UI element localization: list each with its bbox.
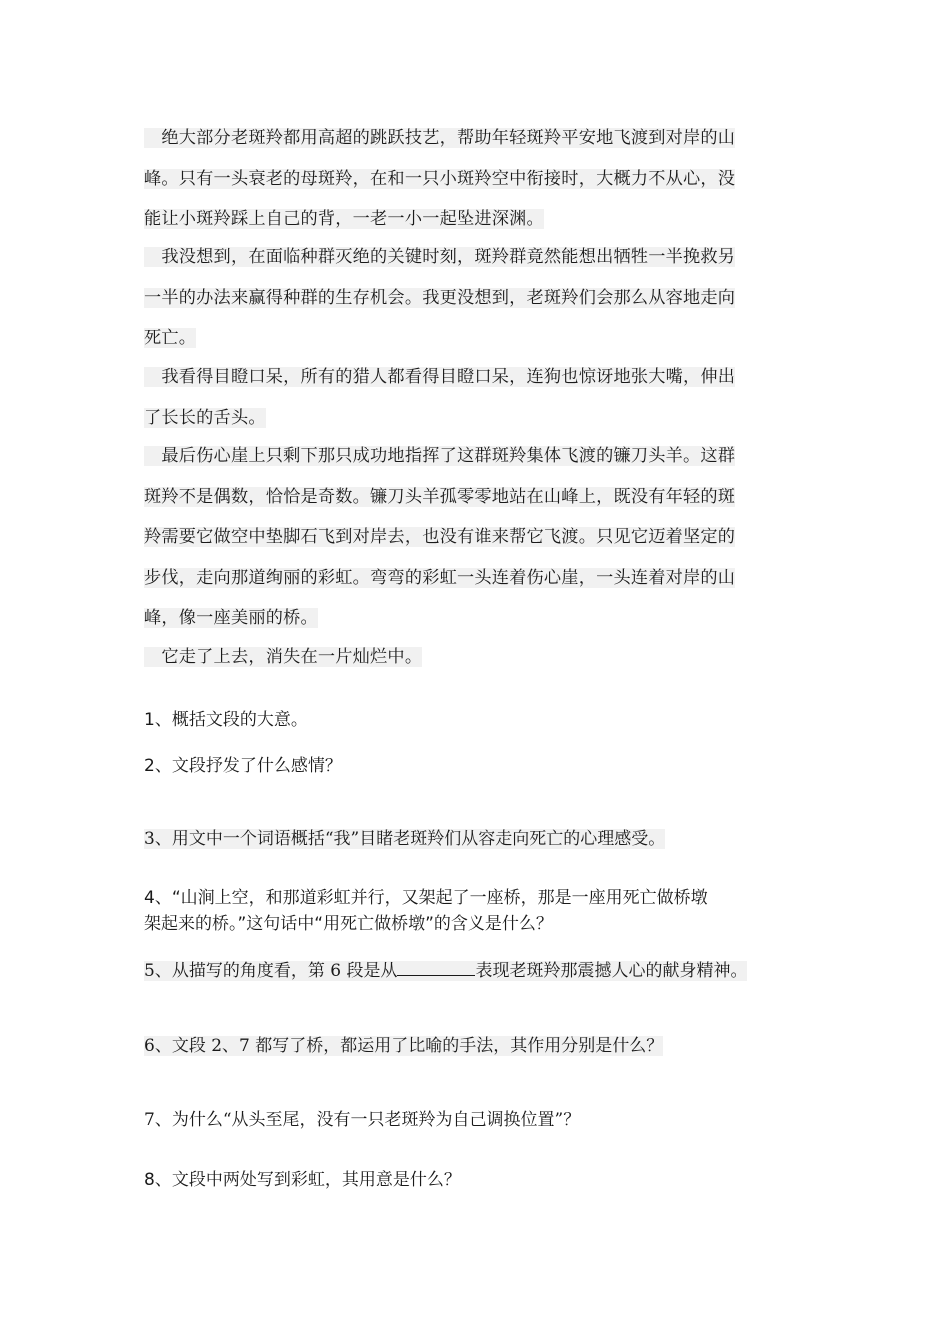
question-3 [144, 826, 814, 852]
passage-line: 我没想到，在面临种群灭绝的关键时刻，斑羚群竟然能想出牺牲一半挽救另 [144, 247, 736, 267]
answer-blank[interactable] [397, 959, 475, 976]
passage-line: 斑羚不是偶数，恰恰是奇数。镰刀头羊孤零零地站在山峰上，既没有年轻的斑 [144, 486, 736, 507]
passage-paragraph-4 [144, 436, 804, 639]
passage-line: 羚需要它做空中垫脚石飞到对岸去，也没有谁来帮它飞渡。只见它迈着坚定的 [144, 527, 736, 547]
question-4 [144, 885, 814, 937]
passage-line: 绝大部分老斑羚都用高超的跳跃技艺，帮助年轻斑羚平安地飞渡到对岸的山 [144, 128, 736, 148]
question-4-line-1: 4、“山涧上空，和那道彩虹并行，又架起了一座桥，那是一座用死亡做桥墩 [144, 888, 708, 908]
question-2: 2、文段抒发了什么感情？ [144, 756, 342, 776]
passage-line: 它走了上去，消失在一片灿烂中。 [144, 647, 423, 667]
question-6-text: 6、文段 2、7 都写了桥，都运用了比喻的手法，其作用分别是什么？ [144, 1036, 664, 1056]
passage-paragraph-1 [144, 118, 804, 240]
question-3-text: 3、用文中一个词语概括“我”目睹老斑羚们从容走向死亡的心理感受。 [144, 829, 666, 849]
passage-line: 最后伤心崖上只剩下那只成功地指挥了这群斑羚集体飞渡的镰刀头羊。这群 [144, 446, 736, 466]
question-1: 1、概括文段的大意。 [144, 710, 308, 730]
question-5 [144, 958, 814, 984]
passage-paragraph-3 [144, 357, 804, 438]
question-6 [144, 1033, 814, 1059]
question-5-text-before: 5、从描写的角度看，第 6 段是从 [144, 961, 398, 981]
question-5-text-after: 表现老斑羚那震撼人心的献身精神。 [475, 961, 748, 981]
passage-line: 能让小斑羚踩上自己的背，一老一小一起坠进深渊。 [144, 209, 544, 229]
question-7: 7、为什么“从头至尾，没有一只老斑羚为自己调换位置”？ [144, 1110, 581, 1130]
question-8: 8、文段中两处写到彩虹，其用意是什么？ [144, 1170, 461, 1190]
question-4-line-2: 架起来的桥。”这句话中“用死亡做桥墩”的含义是什么？ [144, 914, 553, 934]
passage-line: 我看得目瞪口呆，所有的猎人都看得目瞪口呆，连狗也惊讶地张大嘴，伸出 [144, 367, 736, 387]
passage-line: 步伐，走向那道绚丽的彩虹。弯弯的彩虹一头连着伤心崖，一头连着对岸的山 [144, 567, 736, 588]
passage-line: 峰。只有一头衰老的母斑羚，在和一只小斑羚空中衔接时，大概力不从心，没 [144, 168, 736, 189]
passage-line: 死亡。 [144, 328, 197, 348]
passage-paragraph-2 [144, 237, 804, 359]
passage-line: 峰，像一座美丽的桥。 [144, 608, 318, 628]
passage-paragraph-5 [144, 637, 804, 678]
passage-line: 了长长的舌头。 [144, 407, 266, 428]
passage-line: 一半的办法来赢得种群的生存机会。我更没想到，老斑羚们会那么从容地走向 [144, 287, 736, 308]
